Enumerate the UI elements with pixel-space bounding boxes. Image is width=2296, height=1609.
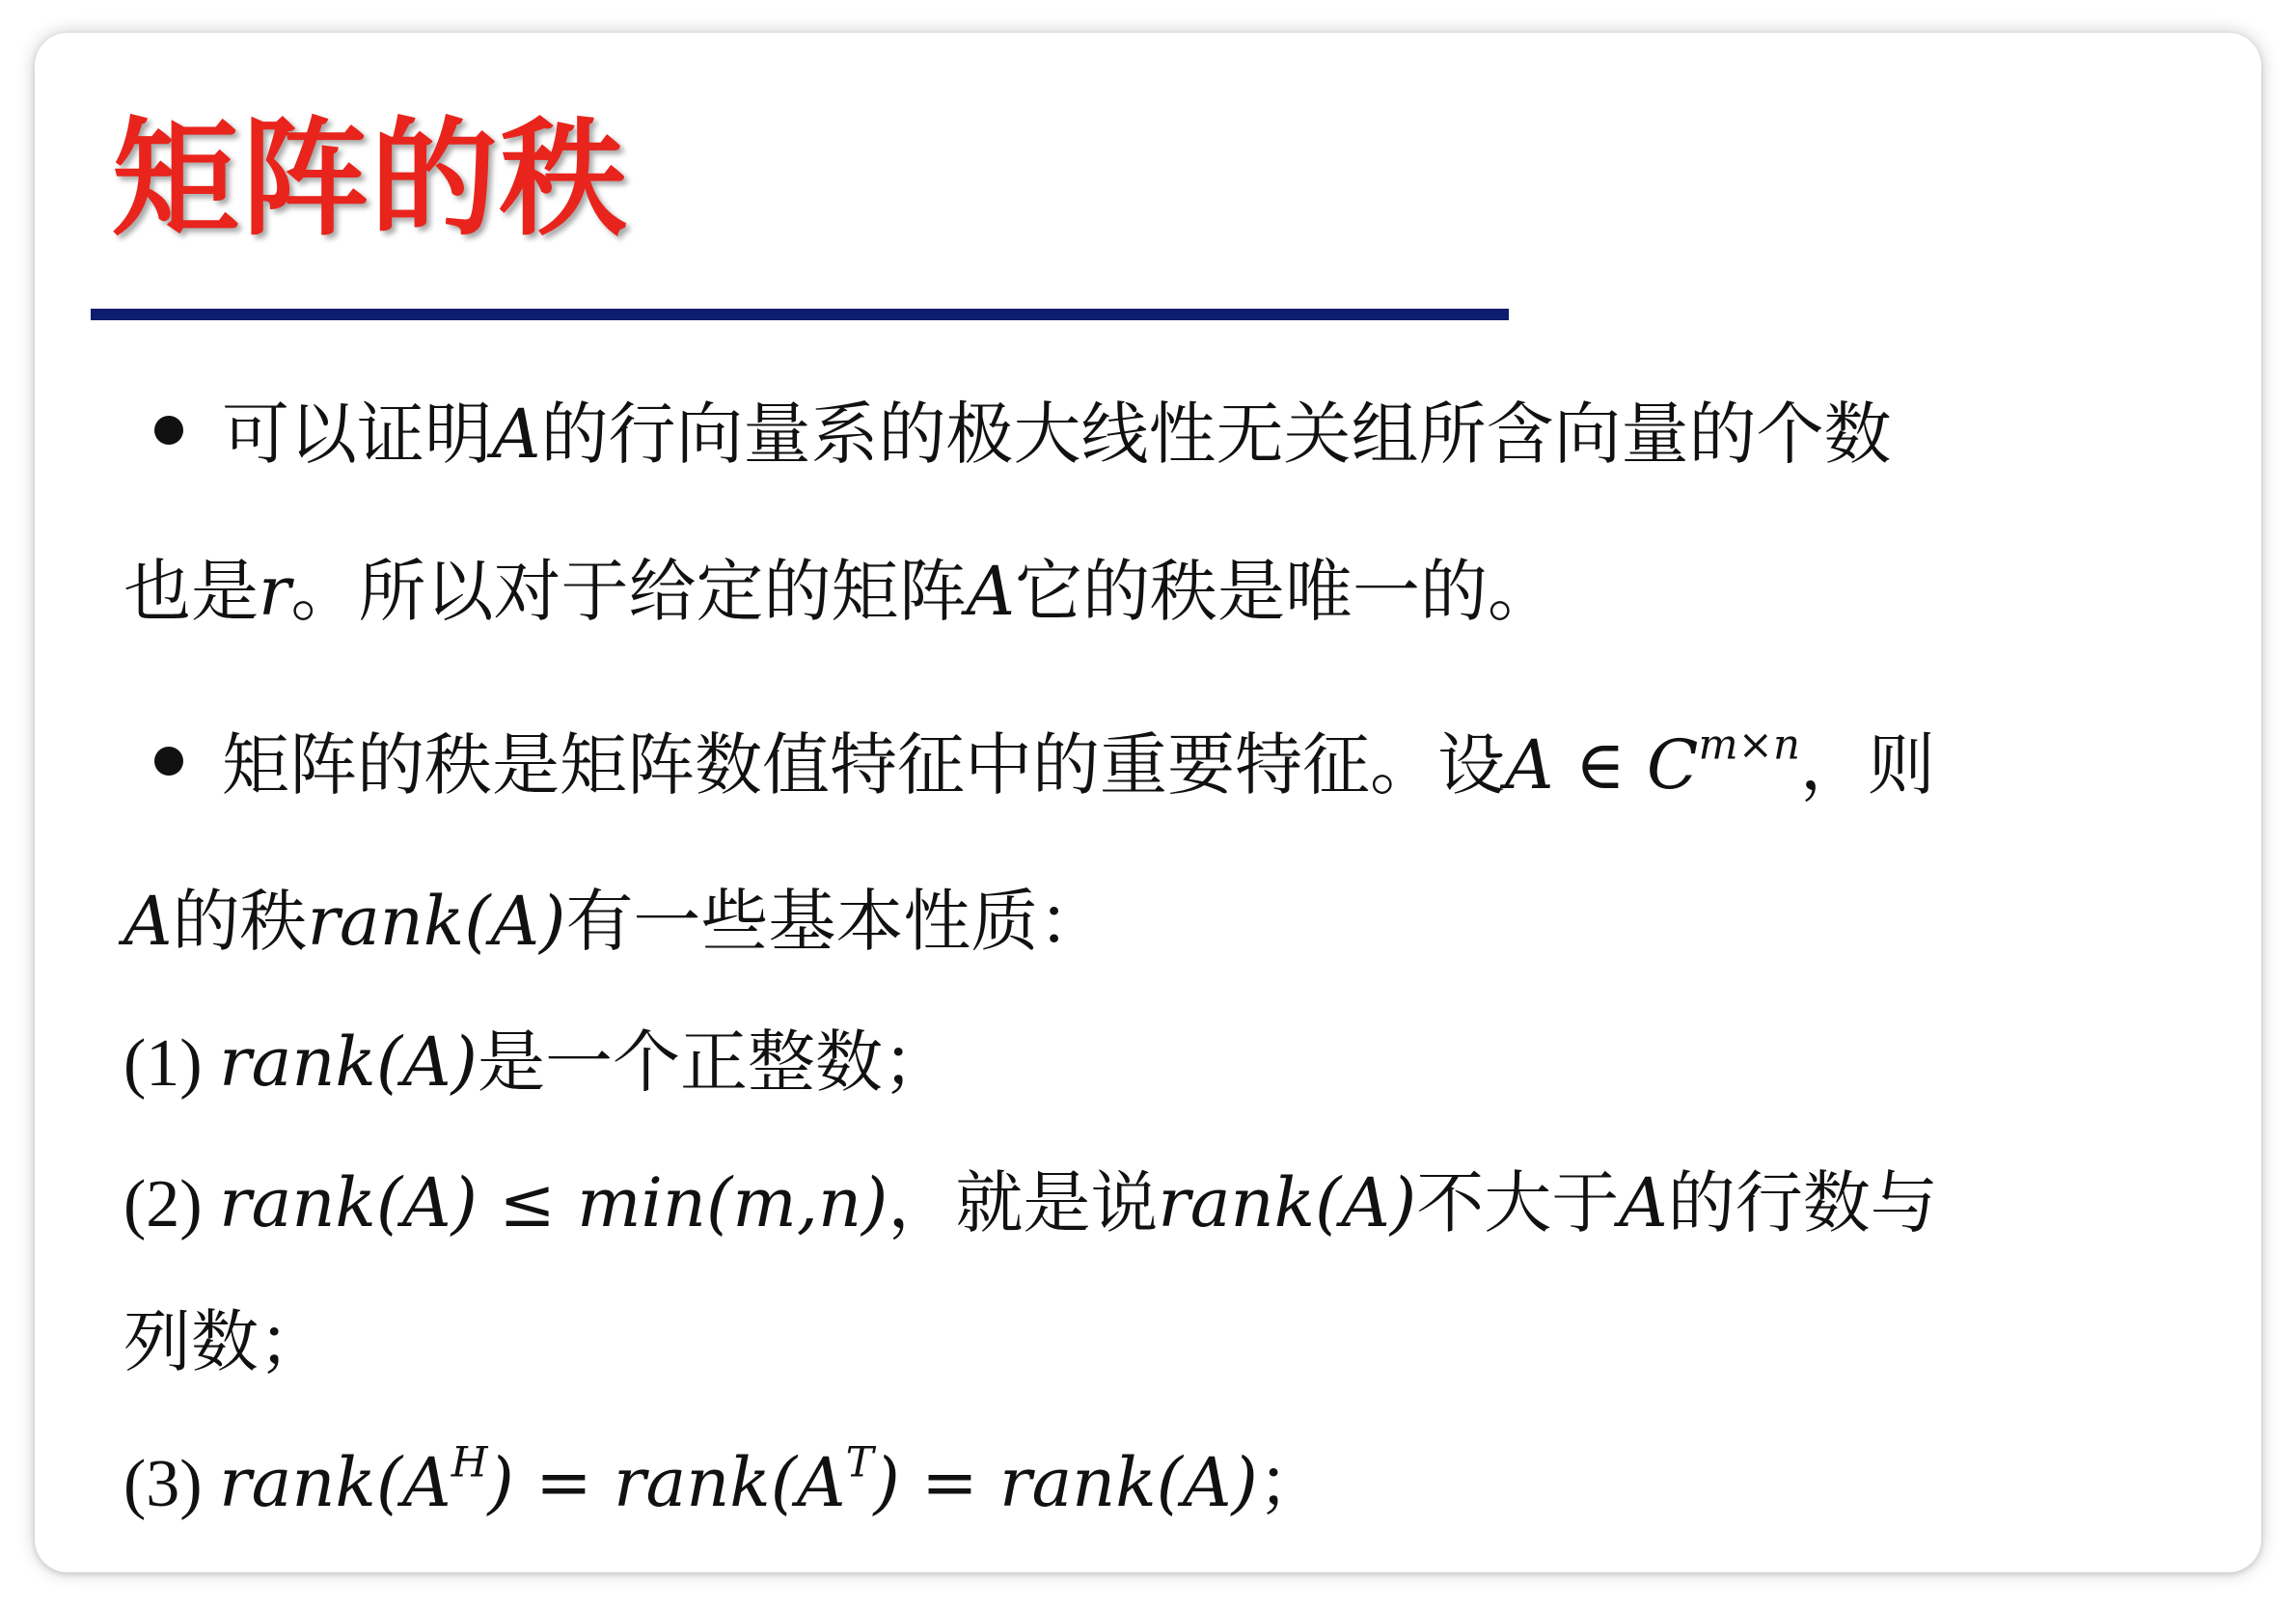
math-symbol-r: r (259, 552, 291, 631)
math-rank-A-open: rank(A (614, 1443, 846, 1522)
text-segment: 列数； (123, 1302, 326, 1381)
bullet-1-line-1 (154, 395, 1892, 474)
property-2-line-1 (123, 1163, 1938, 1242)
text-segment: 它的秩是唯一的。 (1015, 552, 1556, 631)
math-rank-A: rank(A) (307, 882, 566, 961)
math-rank-A: rank(A) (998, 1443, 1258, 1522)
bullet-1-line-2 (123, 552, 1556, 631)
math-superscript-mxn: m×n (1698, 721, 1800, 770)
property-number: (2) (123, 1167, 220, 1241)
property-2-line-2 (123, 1302, 326, 1381)
text-segment: 。所以对于给定的矩阵 (290, 552, 967, 631)
math-symbol-A: A (966, 552, 1016, 631)
text-segment: 的行向量系的极大线性无关组所含向量的个数 (540, 395, 1892, 474)
text-segment: ，则 (1799, 725, 1935, 804)
text-segment: 不大于 (1416, 1163, 1620, 1242)
math-rank-A: rank(A) (1158, 1163, 1417, 1242)
property-number: (3) (123, 1447, 220, 1521)
text-segment: 有一些基本性质： (565, 882, 1107, 961)
text-segment: 也是 (123, 552, 259, 631)
math-superscript-H: H (451, 1438, 488, 1487)
math-rank-A: rank(A) (219, 1163, 478, 1242)
math-symbol-A: A (123, 882, 173, 961)
math-equals: = (513, 1443, 614, 1522)
bullet-dot-icon (154, 747, 183, 776)
title-underline-rule (91, 309, 1509, 320)
property-3-line (123, 1438, 1326, 1522)
math-paren-close: ) (873, 1443, 900, 1522)
math-symbol-A: A (1505, 725, 1554, 804)
math-symbol-A: A (1619, 1163, 1668, 1242)
bullet-2-line-2 (123, 882, 1107, 961)
math-rank-A-open: rank(A (219, 1443, 451, 1522)
property-1-line (123, 1023, 950, 1102)
property-number: (1) (123, 1026, 220, 1101)
text-segment: 的行数与 (1667, 1163, 1938, 1242)
math-min-mn: min(m,n) (577, 1163, 888, 1242)
text-segment: ； (1257, 1443, 1326, 1522)
text-segment: 可以证明 (222, 395, 492, 474)
text-segment: 矩阵的秩是矩阵数值特征中的重要特征。设 (222, 725, 1505, 804)
math-symbol-C: C (1646, 725, 1699, 804)
slide-title: 矩阵的秩 (112, 105, 629, 254)
math-element-of: ∈ (1553, 725, 1647, 804)
text-segment: ，就是说 (888, 1163, 1159, 1242)
text-segment: 是一个正整数； (478, 1023, 950, 1102)
math-leq: ≤ (478, 1163, 578, 1242)
math-equals: = (899, 1443, 999, 1522)
math-rank-A: rank(A) (219, 1023, 478, 1102)
math-paren-close: ) (487, 1443, 514, 1522)
bullet-dot-icon (154, 416, 183, 445)
bullet-2-line-1 (154, 721, 1935, 804)
math-superscript-T: T (845, 1438, 874, 1487)
math-symbol-A: A (492, 395, 541, 474)
text-segment: 的秩 (172, 882, 308, 961)
